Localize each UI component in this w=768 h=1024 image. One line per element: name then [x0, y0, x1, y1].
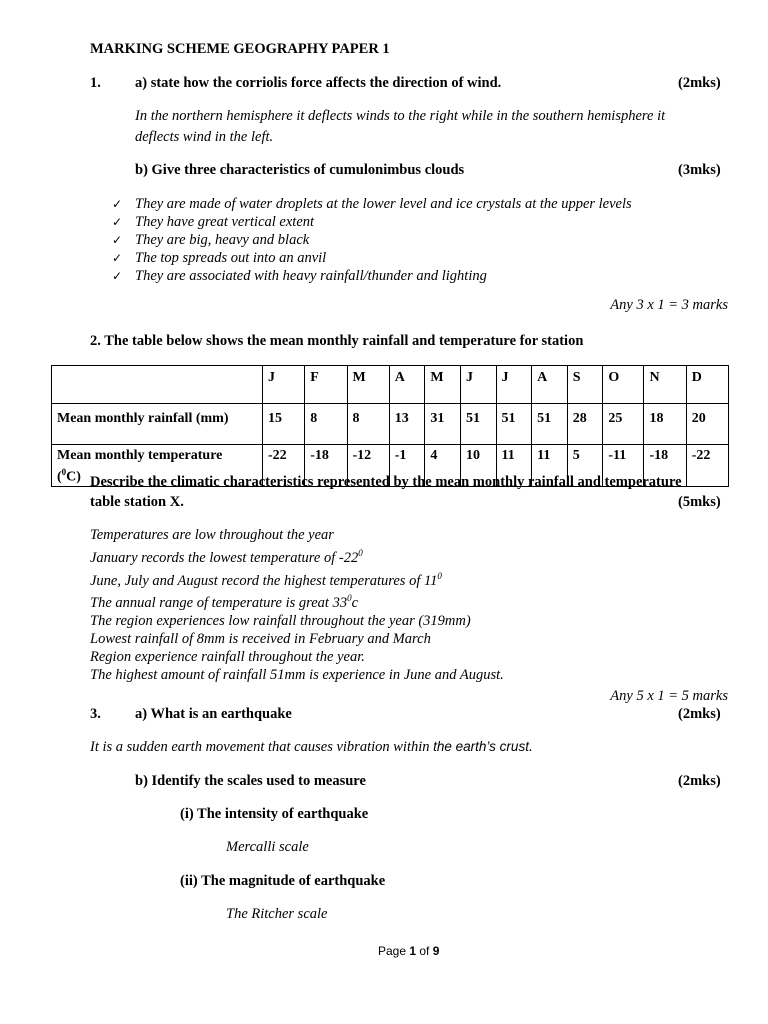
document-title: MARKING SCHEME GEOGRAPHY PAPER 1	[90, 41, 390, 57]
table-cell: 25	[603, 404, 644, 445]
table-cell: 11	[532, 445, 568, 487]
table-cell: 4	[425, 445, 461, 487]
table-cell: -22	[686, 445, 728, 487]
total-pages: 9	[432, 944, 440, 958]
table-cell: 31	[425, 404, 461, 445]
degree-superscript: 0	[347, 593, 352, 604]
q3a-marks: (2mks)	[678, 706, 721, 722]
answer-text: The annual range of temperature is great 33	[90, 595, 348, 612]
cumulonimbus-characteristics-list	[112, 195, 632, 285]
answer-line: The region experiences low rainfall throughout the year (319mm)	[90, 613, 471, 630]
month-header: O	[603, 366, 644, 404]
month-header: J	[496, 366, 532, 404]
q1a-answer-line1: In the northern hemisphere it deflects winds to the right while in the southern hemisphere it	[135, 108, 666, 124]
table-cell: 8	[347, 404, 389, 445]
temperature-unit-open: (	[57, 469, 62, 485]
table-header-row	[52, 366, 729, 404]
checkmark-icon: ✓	[112, 269, 123, 283]
q2-question-line2: table station X.	[90, 494, 184, 510]
of-word: of	[416, 944, 433, 958]
q3b-sub-ii: (ii) The magnitude of earthquake	[180, 873, 386, 889]
climate-table	[51, 365, 729, 487]
q2-mark-tally: Any 5 x 1 = 5 marks	[610, 688, 728, 704]
q1b-question: b) Give three characteristics of cumulonimbus clouds	[135, 162, 465, 178]
table-cell: -11	[603, 445, 644, 487]
bullet-text: They are made of water droplets at the lower level and ice crystals at the upper levels	[135, 196, 632, 212]
q1a-answer-line2: deflects wind in the left.	[135, 129, 274, 145]
month-header: A	[532, 366, 568, 404]
q2-question-line1: Describe the climatic characteristics represented by the mean monthly rainfall and temperature	[90, 474, 682, 490]
table-cell: 51	[460, 404, 496, 445]
table-cell: 28	[567, 404, 603, 445]
current-page: 1	[409, 944, 417, 958]
q1-mark-tally: Any 3 x 1 = 3 marks	[610, 297, 728, 313]
degree-superscript: 0	[437, 570, 442, 581]
month-header: F	[305, 366, 347, 404]
temperature-label-text: Mean monthly temperature	[57, 448, 223, 463]
answer-line	[90, 545, 504, 568]
table-cell: 51	[496, 404, 532, 445]
month-header: M	[425, 366, 461, 404]
answer-line: The highest amount of rainfall 51mm is experience in June and August.	[90, 666, 504, 683]
q3b-answer-i: Mercalli scale	[226, 839, 309, 855]
answer-line: Region experience rainfall throughout the year.	[90, 648, 365, 665]
table-cell: 15	[263, 404, 305, 445]
q2-answers	[90, 527, 504, 685]
bullet-text: They are big, heavy and black	[135, 232, 310, 248]
answer-text: January records the lowest temperature of -22	[90, 549, 359, 566]
answer-text: It is a sudden earth movement that causes vibration within	[90, 739, 434, 755]
checkmark-icon: ✓	[112, 197, 123, 211]
temperature-unit-close: C)	[66, 469, 81, 485]
answer-line: Lowest rainfall of 8mm is received in February and March	[90, 631, 431, 648]
q3b-sub-i: (i) The intensity of earthquake	[180, 806, 369, 822]
table-cell: -12	[347, 445, 389, 487]
table-row-rainfall	[52, 404, 729, 445]
degree-superscript: 0	[61, 467, 67, 477]
bullet-text: The top spreads out into an anvil	[135, 250, 327, 266]
q3b-answer-ii: The Ritcher scale	[226, 906, 328, 922]
q3-number: 3.	[90, 706, 101, 722]
month-header: M	[347, 366, 389, 404]
answer-text: June, July and August record the highest temperatures of 11	[90, 572, 438, 589]
table-corner-cell	[52, 366, 263, 404]
table-cell: -1	[389, 445, 425, 487]
list-item	[112, 231, 632, 249]
table-cell: 18	[644, 404, 686, 445]
month-header: D	[686, 366, 728, 404]
answer-text-end: .	[528, 739, 533, 755]
bullet-text: They have great vertical extent	[135, 214, 315, 230]
table-cell: 13	[389, 404, 425, 445]
q2-intro: 2. The table below shows the mean monthly rainfall and temperature for station	[90, 333, 584, 349]
table-cell: 10	[460, 445, 496, 487]
degree-superscript: 0	[358, 547, 363, 558]
row-label-rainfall: Mean monthly rainfall (mm)	[52, 404, 263, 445]
q3b-marks: (2mks)	[678, 773, 721, 789]
q3a-question: a) What is an earthquake	[135, 706, 292, 722]
table-cell: -22	[263, 445, 305, 487]
q3b-question: b) Identify the scales used to measure	[135, 773, 366, 789]
q3a-answer	[90, 739, 533, 756]
table-cell: -18	[644, 445, 686, 487]
month-header: J	[263, 366, 305, 404]
q2-marks: (5mks)	[678, 494, 721, 510]
page-word: Page	[378, 944, 410, 958]
month-header: A	[389, 366, 425, 404]
list-item	[112, 213, 632, 231]
month-header: N	[644, 366, 686, 404]
q1a-question: a) state how the corriolis force affects the direction of wind.	[135, 75, 502, 91]
table-cell: 11	[496, 445, 532, 487]
table-cell: -18	[305, 445, 347, 487]
table-cell: 8	[305, 404, 347, 445]
answer-line	[90, 568, 504, 591]
bullet-text: They are associated with heavy rainfall/thunder and lighting	[135, 268, 487, 284]
checkmark-icon: ✓	[112, 215, 123, 229]
list-item	[112, 195, 632, 213]
list-item	[112, 267, 632, 285]
table-cell: 20	[686, 404, 728, 445]
q1a-marks: (2mks)	[678, 75, 721, 91]
table-cell: 51	[532, 404, 568, 445]
month-header: S	[567, 366, 603, 404]
answer-line	[90, 590, 504, 613]
q1-number: 1.	[90, 75, 101, 91]
page-number	[378, 944, 439, 958]
checkmark-icon: ✓	[112, 233, 123, 247]
checkmark-icon: ✓	[112, 251, 123, 265]
answer-text-sans: the earth’s crust	[433, 739, 529, 754]
list-item	[112, 249, 632, 267]
answer-text: c	[351, 595, 359, 612]
q1b-marks: (3mks)	[678, 162, 721, 178]
answer-line: Temperatures are low throughout the year	[90, 527, 334, 543]
month-header: J	[460, 366, 496, 404]
table-cell: 5	[567, 445, 603, 487]
